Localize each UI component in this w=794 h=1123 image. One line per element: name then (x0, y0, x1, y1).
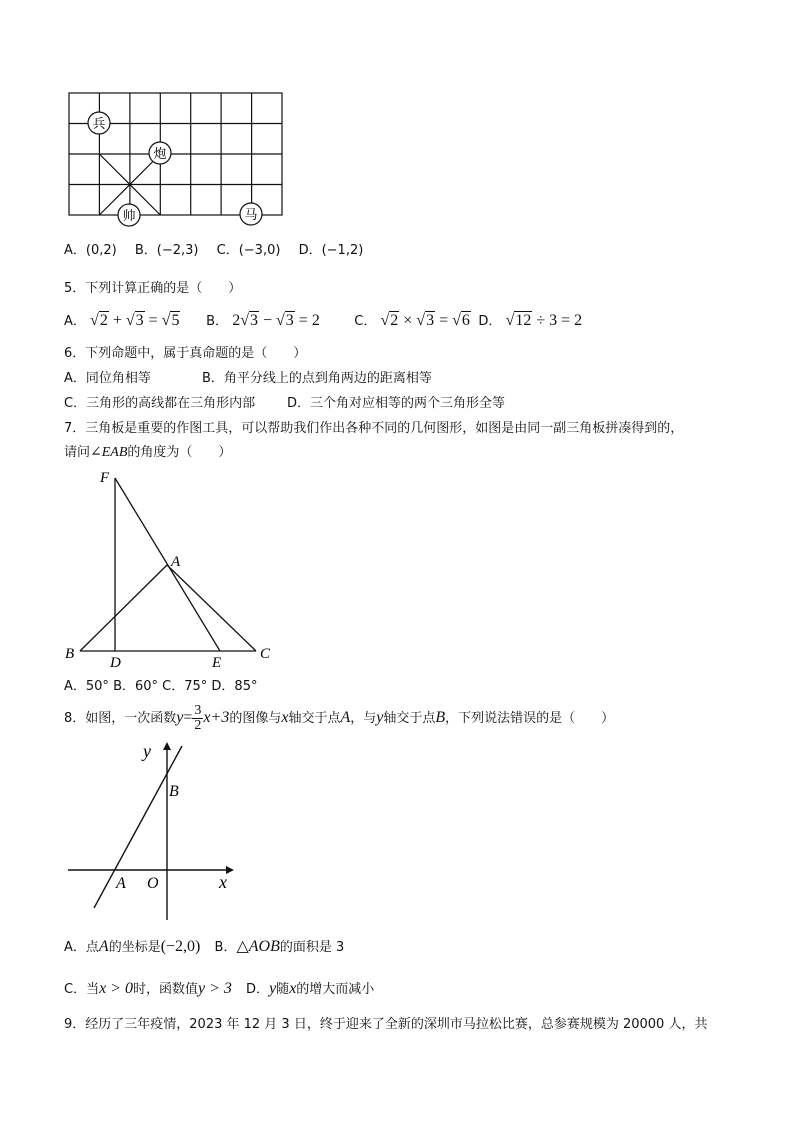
q6-option-a[interactable]: A．同位角相等 (64, 371, 151, 386)
fraction-3-2: $\frac{3}{2}$ (194, 703, 202, 733)
q8-options-cd (64, 980, 374, 999)
q4-options (64, 242, 377, 260)
q7-options[interactable]: A．50° B．60° C．75° D．85° (64, 679, 258, 694)
triangle-lines (80, 478, 256, 651)
svg-text:马: 马 (244, 208, 258, 223)
label-point-b: B (169, 783, 179, 800)
q5-stem: 5．下列计算正确的是（ ） (64, 281, 242, 296)
label-x-axis: x (219, 872, 227, 892)
q7-stem-line1: 7．三角板是重要的作图工具，可以帮助我们作出各种不同的几何图形，如图是由同一副三角板拼凑得到的， (64, 421, 684, 436)
svg-text:兵: 兵 (92, 117, 106, 132)
label-origin: O (147, 875, 159, 892)
label-c: C (260, 646, 271, 662)
function-line (94, 746, 182, 908)
angle-eab: ∠EAB (90, 445, 128, 460)
q8-option-b[interactable]: B．△AOB的面积是 3 (214, 938, 345, 955)
q4-option-c[interactable]: C．(−3,0) (216, 243, 281, 258)
label-d: D (110, 655, 121, 671)
q4-option-a[interactable]: A．(0,2) (64, 243, 117, 258)
q4-option-d[interactable]: D．(−1,2) (298, 243, 364, 258)
linear-function-graph (60, 738, 245, 926)
label-a: A (171, 554, 181, 570)
q6-option-d[interactable]: D．三个角对应相等的两个三角形全等 (287, 396, 506, 411)
q5-option-c[interactable]: C． √2 × √3 = √6 (354, 312, 470, 329)
chessboard-figure (60, 86, 290, 232)
label-f: F (100, 470, 110, 486)
q8-stem: 8．如图，一次函数y= $\frac{3}{2}$ x+3的图像与x轴交于点A，与y轴交于点B，下列说法错误的是（ ） (64, 703, 615, 733)
triangle-figure (60, 468, 280, 673)
q8-option-a[interactable]: A．点A的坐标是(−2,0) (64, 938, 201, 955)
q5-option-d[interactable]: D． √12 ÷ 3 = 2 (478, 312, 583, 329)
q8-options-ab (64, 938, 344, 957)
piece-ma (240, 203, 262, 225)
q4-option-b[interactable]: B．(−2,3) (134, 243, 199, 258)
label-e: E (212, 655, 222, 671)
q7-stem-line2: 请问∠EAB的角度为（ ） (64, 445, 232, 460)
q5-option-a[interactable]: A． √2 + √3 = √5 (64, 312, 180, 329)
q8-option-c[interactable]: C．当x > 0时，函数值y > 3 (64, 980, 232, 997)
q5-options (64, 312, 582, 331)
label-y-axis: y (143, 741, 151, 761)
q5-option-b[interactable]: B． 2√3 − √3 = 2 (206, 312, 320, 329)
label-point-a: A (116, 875, 126, 892)
q6-option-b[interactable]: B．角平分线上的点到角两边的距离相等 (202, 371, 432, 386)
q6-stem: 6．下列命题中，属于真命题的是（ ） (64, 346, 307, 361)
chessboard-grid (69, 93, 282, 215)
q9-stem: 9．经历了三年疫情，2023 年 12 月 3 日，终于迎来了全新的深圳市马拉松比赛，总参赛规模为 20000 人，共 (64, 1017, 708, 1032)
label-b: B (65, 646, 75, 662)
q6-option-c[interactable]: C．三角形的高线都在三角形内部 (64, 396, 256, 411)
piece-pao (149, 142, 171, 164)
q8-option-d[interactable]: D．y随x的增大而减小 (246, 980, 375, 997)
svg-text:炮: 炮 (153, 147, 167, 162)
svg-text:帅: 帅 (122, 209, 136, 224)
piece-bing (88, 112, 110, 134)
piece-shuai (118, 204, 140, 226)
